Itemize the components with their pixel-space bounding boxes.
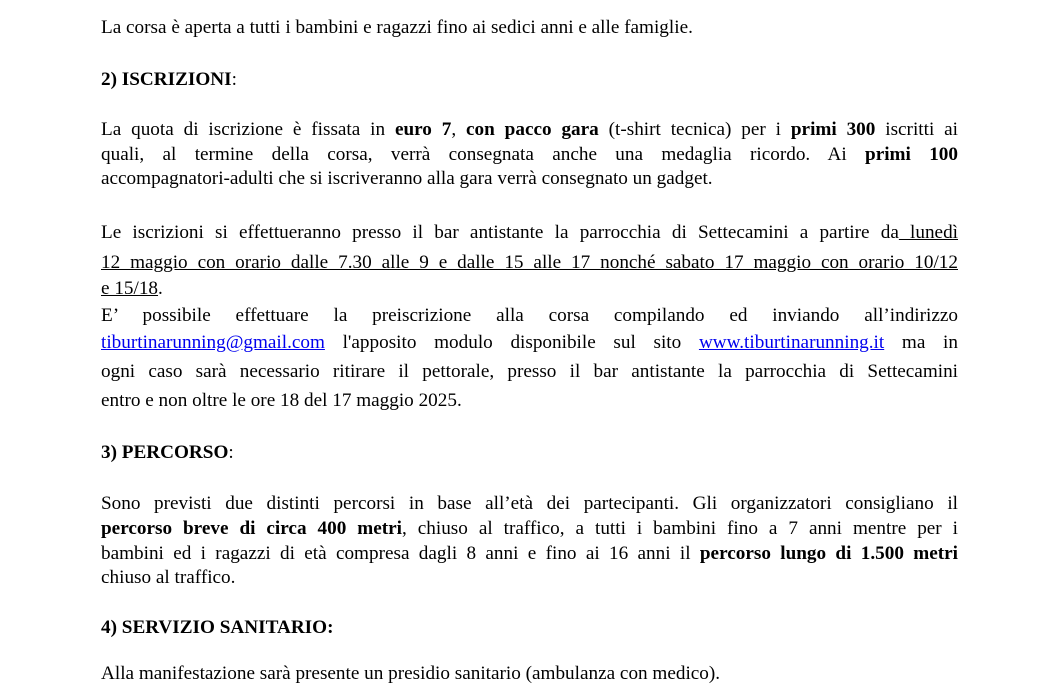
preregistration-line-1 (101, 304, 958, 328)
route-line-3 (101, 542, 958, 566)
registration-date: lunedì (898, 222, 959, 243)
preregistration-text: l'apposito modulo disponibile sul sito (324, 332, 699, 353)
registration-schedule: 12 maggio con orario dalle 7.30 alle 9 e dalle 15 alle 17 nonché sabato 17 maggio con orario 10/12 (101, 252, 958, 273)
website-link[interactable]: www.tiburtinarunning.it (698, 332, 885, 353)
section-3-colon: : (228, 442, 234, 463)
fee-first-300: primi 300 (790, 119, 876, 140)
section-2-colon: : (231, 69, 237, 90)
intro-text: La corsa è aperta a tutti i bambini e ragazzi fino ai sedici anni e alle famiglie. (101, 17, 693, 38)
fee-text: accompagnatori-adulti che si iscriveranno alla gara verrà consegnato un gadget. (101, 168, 713, 189)
fee-text: iscritti ai (875, 119, 958, 140)
route-text: Sono previsti due distinti percorsi in base all’età dei partecipanti. Gli organizzatori consigliano il (101, 493, 958, 514)
fee-kit: con pacco gara (466, 119, 599, 140)
registration-line-3 (101, 277, 958, 301)
preregistration-text: E’ possibile effettuare la preiscrizione alla corsa compilando ed inviando all’indirizzo (101, 305, 958, 326)
fee-text: , (451, 119, 467, 140)
section-4-title: 4) SERVIZIO SANITARIO: (101, 617, 334, 638)
route-text: , chiuso al traffico, a tutti i bambini fino a 7 anni mentre per i (402, 518, 958, 539)
fee-first-100: primi 100 (865, 144, 958, 165)
fee-amount: euro 7 (394, 119, 452, 140)
registration-text: . (158, 278, 163, 299)
route-text: bambini ed i ragazzi di età compresa dagli 8 anni e fino ai 16 anni il (101, 543, 700, 564)
preregistration-line-3 (101, 360, 958, 384)
registration-schedule: e 15/18 (101, 278, 159, 299)
intro-paragraph (101, 16, 958, 40)
section-2-heading (101, 68, 958, 92)
medical-text: Alla manifestazione sarà presente un presidio sanitario (ambulanza con medico). (101, 663, 721, 684)
preregistration-line-4 (101, 389, 958, 413)
email-link[interactable]: tiburtinarunning@gmail.com (101, 332, 325, 353)
preregistration-text: ogni caso sarà necessario ritirare il pettorale, presso il bar antistante la parrocchia di Settecamini (101, 361, 958, 382)
preregistration-line-2 (101, 331, 958, 355)
registration-line-1 (101, 221, 958, 245)
route-line-1 (101, 492, 958, 516)
route-short: percorso breve di circa 400 metri (101, 518, 402, 539)
preregistration-text: entro e non oltre le ore 18 del 17 maggio 2025. (101, 390, 462, 411)
fee-line-3 (101, 167, 958, 191)
fee-line-2 (101, 143, 958, 167)
fee-text: (t-shirt tecnica) per i (598, 119, 791, 140)
registration-text: Le iscrizioni si effettueranno presso il bar antistante la parrocchia di Settecamini a partire da (101, 222, 899, 243)
fee-line-1 (101, 118, 958, 142)
section-2-title: 2) ISCRIZIONI (101, 69, 232, 90)
section-4-heading (101, 616, 958, 640)
fee-text: La quota di iscrizione è fissata in (101, 119, 395, 140)
medical-line-1 (101, 662, 958, 686)
preregistration-text: ma in (884, 332, 958, 353)
fee-text: quali, al termine della corsa, verrà consegnata anche una medaglia ricordo. Ai (101, 144, 866, 165)
section-3-title: 3) PERCORSO (101, 442, 229, 463)
registration-line-2 (101, 251, 958, 275)
route-line-4 (101, 566, 958, 590)
route-long: percorso lungo di 1.500 metri (699, 543, 958, 564)
section-3-heading (101, 441, 958, 465)
route-text: chiuso al traffico. (101, 567, 236, 588)
route-line-2 (101, 517, 958, 541)
